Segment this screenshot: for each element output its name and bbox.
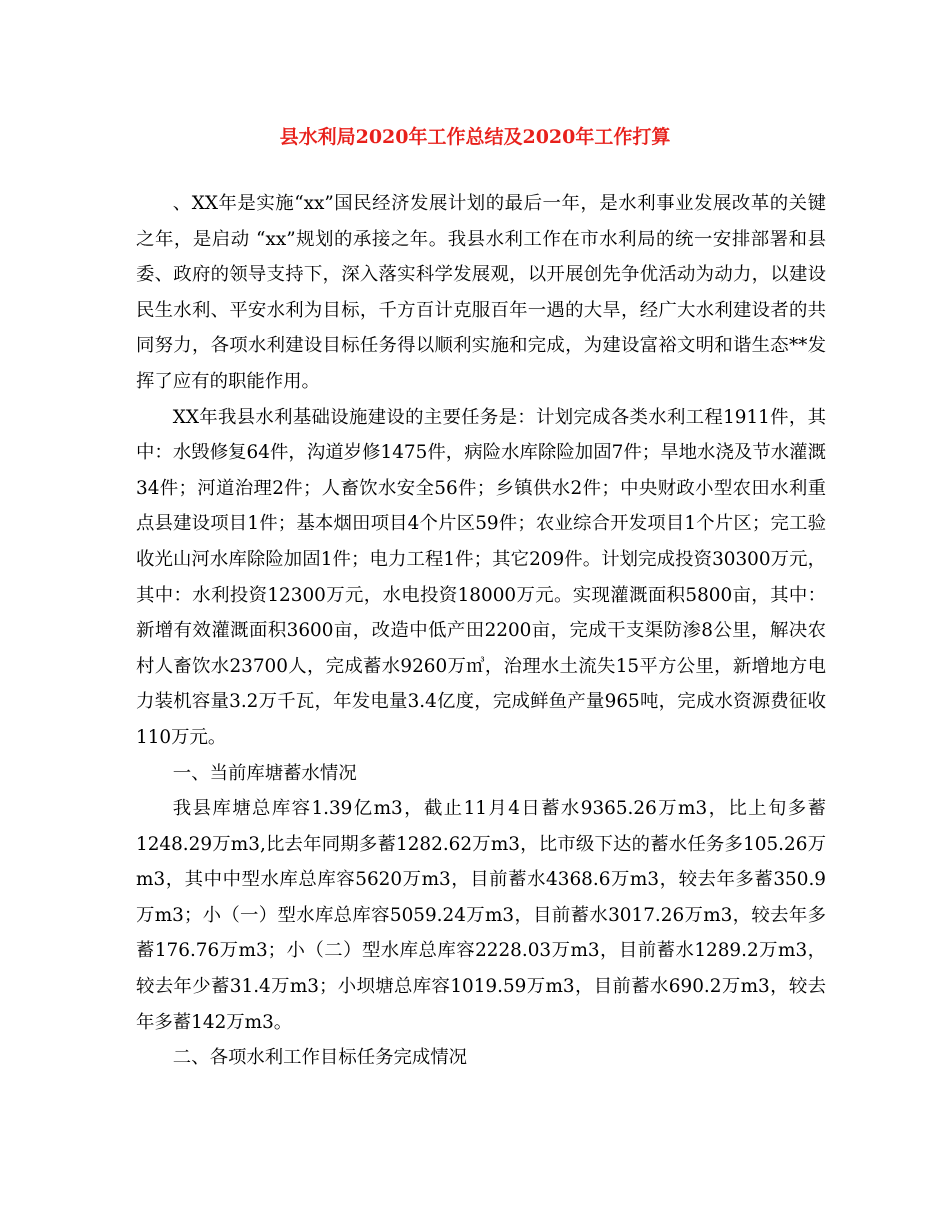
paragraph-reservoir: 我县库塘总库容1.39亿m3，截止11月4日蓄水9365.26万m3，比上旬多蓄1248.29万m3,比去年同期多蓄1282.62万m3，比市级下达的蓄水任务多105.26万m3，其中中型水库总库容5620万m3，目前蓄水4368.6万m3，较去年多蓄350.9万m3；小（一）型水库总库容5059.24万m3，目前蓄水3017.26万m3，较去年多蓄176.76万m3；小（二）型水库总库容2228.03万m3，目前蓄水1289.2万m3，较去年少蓄31.4万m3；小坝塘总库容1019.59万m3，目前蓄水690.2万m3，较去年多蓄142万m3。 xyxy=(136,798,826,1033)
paragraph-tasks: XX年我县水利基础设施建设的主要任务是：计划完成各类水利工程1911件，其中：水毁修复64件，沟道岁修1475件，病险水库除险加固7件；旱地水浇及节水灌溉34件；河道治理2件；人畜饮水安全56件；乡镇供水2件；中央财政小型农田水利重点县建设项目1件；基本烟田项目4个片区59件；农业综合开发项目1个片区；完工验收光山河水库除险加固1件；电力工程1件；其它209件。计划完成投资30300万元，其中：水利投资12300万元，水电投资18000万元。实现灌溉面积5800亩，其中：新增有效灌溉面积3600亩，改造中低产田2200亩，完成干支渠防渗8公里，解决农村人畜饮水23700人，完成蓄水9260万㎥，治理水土流失15平方公里，新增地方电力装机容量3.2万千瓦，年发电量3.4亿度，完成鲜鱼产量965吨，完成水资源费征收110万元。 xyxy=(136,406,826,748)
document-title: 县水利局2020年工作总结及2020年工作打算 xyxy=(279,126,671,148)
section-heading-targets: 二、各项水利工作目标任务完成情况 xyxy=(172,1047,468,1069)
document-body xyxy=(136,186,826,1076)
section-heading-reservoir: 一、当前库塘蓄水情况 xyxy=(172,762,357,784)
paragraph-intro: 、XX年是实施“xx”国民经济发展计划的最后一年，是水利事业发展改革的关键之年，是启动 “xx”规划的承接之年。我县水利工作在市水利局的统一安排部署和县委、政府的领导支持下，深入落实科学发展观，以开展创先争优活动为动力，以建设民生水利、平安水利为目标，千方百计克服百年一遇的大旱，经广大水利建设者的共同努力，各项水利建设目标任务得以顺利实施和完成，为建设富裕文明和谐生态**发挥了应有的职能作用。 xyxy=(136,193,826,392)
